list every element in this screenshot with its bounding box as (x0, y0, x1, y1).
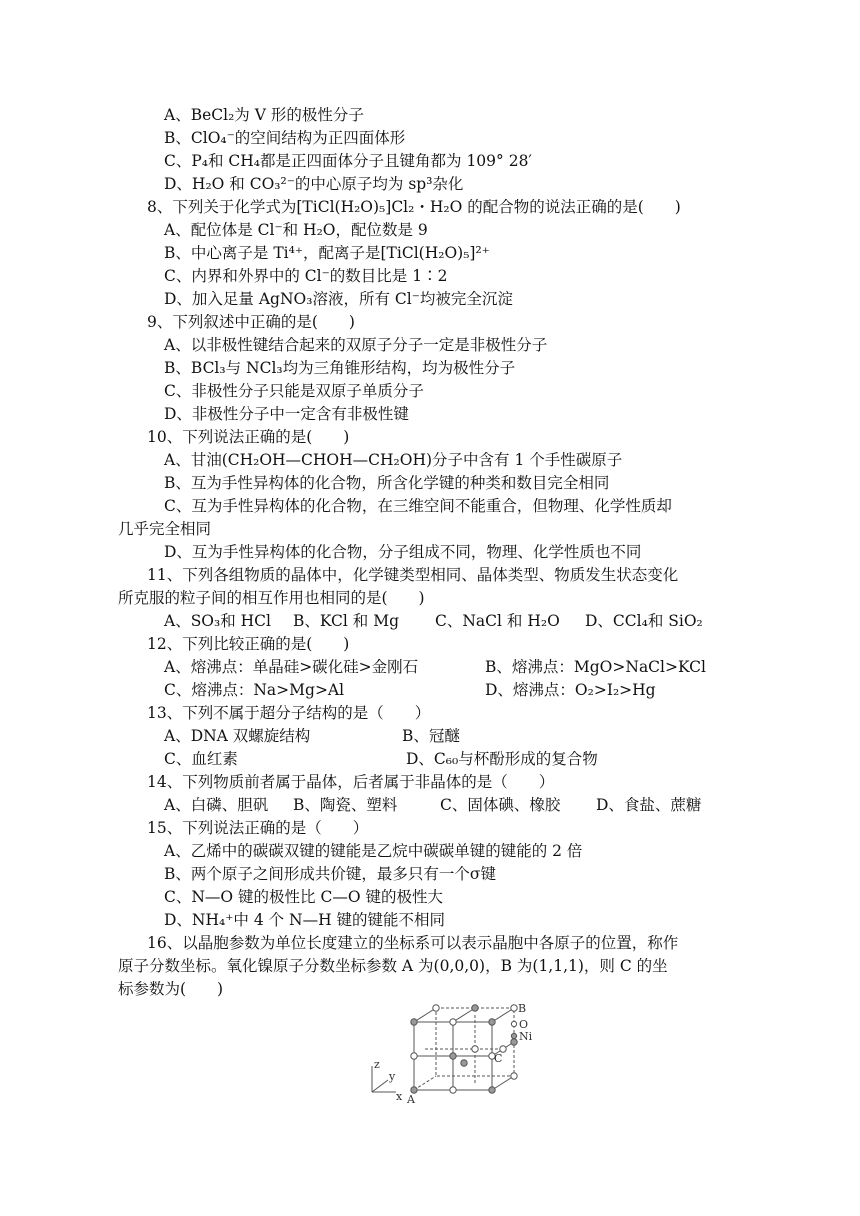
q11-stem: 11、下列各组物质的晶体中，化学键类型相同、晶体类型、物质发生状态变化 (147, 566, 679, 584)
unit-cell-lattice (414, 1008, 514, 1090)
q9-stem: 9、下列叙述中正确的是( ) (147, 313, 355, 331)
q15-stem: 15、下列说法正确的是（ ） (147, 819, 369, 837)
legend-o-marker (511, 1021, 516, 1026)
axis-z-label: z (374, 1058, 380, 1071)
q12-option-a: A、熔沸点：单晶硅>碳化硅>金刚石 (164, 658, 419, 676)
point-c-label: C (494, 1052, 503, 1065)
q12-stem: 12、下列比较正确的是( ) (147, 635, 350, 653)
q14-option-a: A、白磷、胆矾 (164, 796, 269, 814)
q14-option-b: B、陶瓷、塑料 (293, 796, 398, 814)
q11-option-d: D、CCl₄和 SiO₂ (585, 612, 703, 630)
q14-option-d: D、食盐、蔗糖 (596, 796, 702, 814)
legend-o-label: O (519, 1018, 529, 1031)
q12-option-d: D、熔沸点：O₂>I₂>Hg (485, 681, 656, 699)
legend-ni-label: Ni (519, 1030, 533, 1043)
q11-option-a: A、SO₃和 HCl (164, 612, 271, 630)
q15-option-c: C、N—O 键的极性比 C—O 键的极性大 (164, 888, 443, 906)
q13-option-b: B、冠醚 (402, 727, 460, 745)
q10-stem: 10、下列说法正确的是( ) (147, 428, 350, 446)
q9-option-b: B、BCl₃与 NCl₃均为三角锥形结构，均为极性分子 (164, 359, 516, 377)
q8-option-b: B、中心离子是 Ti⁴⁺，配离子是[TiCl(H₂O)₅]²⁺ (164, 244, 490, 262)
q13-option-a: A、DNA 双螺旋结构 (164, 727, 311, 745)
q10-option-c-continued: 几乎完全相同 (118, 520, 212, 538)
q8-option-d: D、加入足量 AgNO₃溶液，所有 Cl⁻均被完全沉淀 (164, 290, 513, 308)
q7-option-d: D、H₂O 和 CO₃²⁻的中心原子均为 sp³杂化 (164, 175, 464, 193)
q9-option-d: D、非极性分子中一定含有非极性键 (164, 405, 409, 423)
point-a-label: A (407, 1093, 415, 1104)
q9-option-c: C、非极性分子只能是双原子单质分子 (164, 382, 424, 400)
q10-option-a: A、甘油(CH₂OH—CHOH—CH₂OH)分子中含有 1 个手性碳原子 (164, 451, 623, 469)
axis-x-label: x (396, 1090, 403, 1103)
q12-option-b: B、熔沸点：MgO>NaCl>KCl (485, 658, 706, 676)
q15-option-d: D、NH₄⁺中 4 个 N—H 键的键能不相同 (164, 911, 446, 929)
q9-option-a: A、以非极性键结合起来的双原子分子一定是非极性分子 (164, 336, 548, 354)
q14-option-c: C、固体碘、橡胶 (440, 796, 561, 814)
q14-stem: 14、下列物质前者属于晶体，后者属于非晶体的是（ ） (147, 773, 555, 791)
q11-stem-continued: 所克服的粒子间的相互作用也相同的是( ) (118, 589, 425, 607)
legend-ni-marker (511, 1033, 516, 1038)
q16-stem: 16、以晶胞参数为单位长度建立的坐标系可以表示晶胞中各原子的位置，称作 (147, 934, 679, 952)
q10-option-b: B、互为手性异构体的化合物，所含化学键的种类和数目完全相同 (164, 474, 610, 492)
q13-stem: 13、下列不属于超分子结构的是（ ） (147, 704, 431, 722)
q16-stem-continued-1: 原子分数坐标。氧化镍原子分数坐标参数 A 为(0,0,0)，B 为(1,1,1)，则 C 的坐 (118, 957, 668, 975)
q10-option-d: D、互为手性异构体的化合物，分子组成不同，物理、化学性质也不同 (164, 543, 642, 561)
q11-option-b: B、KCl 和 Mg (293, 612, 400, 630)
q7-option-a: A、BeCl₂为 V 形的极性分子 (164, 106, 364, 124)
q8-option-c: C、内界和外界中的 Cl⁻的数目比是 1∶2 (164, 267, 448, 285)
nio-unit-cell-figure (362, 1000, 542, 1104)
q15-option-b: B、两个原子之间形成共价键，最多只有一个σ键 (164, 865, 496, 883)
q13-option-c: C、血红素 (164, 750, 238, 768)
point-b-label: B (518, 1002, 527, 1015)
q16-stem-continued-2: 标参数为( ) (118, 980, 224, 998)
q12-option-c: C、熔沸点：Na>Mg>Al (164, 681, 345, 699)
q15-option-a: A、乙烯中的碳碳双键的键能是乙烷中碳碳单键的键能的 2 倍 (164, 842, 583, 860)
q10-option-c: C、互为手性异构体的化合物，在三维空间不能重合，但物理、化学性质却 (164, 497, 672, 515)
q7-option-b: B、ClO₄⁻的空间结构为正四面体形 (164, 129, 406, 147)
axis-y-label: y (389, 1070, 396, 1083)
q8-stem: 8、下列关于化学式为[TiCl(H₂O)₅]Cl₂・H₂O 的配合物的说法正确的是( ) (147, 198, 681, 216)
q7-option-c: C、P₄和 CH₄都是正四面体分子且键角都为 109° 28′ (164, 152, 532, 170)
q11-option-c: C、NaCl 和 H₂O (435, 612, 560, 630)
q8-option-a: A、配位体是 Cl⁻和 H₂O，配位数是 9 (164, 221, 428, 239)
q13-option-d: D、C₆₀与杯酚形成的复合物 (406, 750, 598, 768)
